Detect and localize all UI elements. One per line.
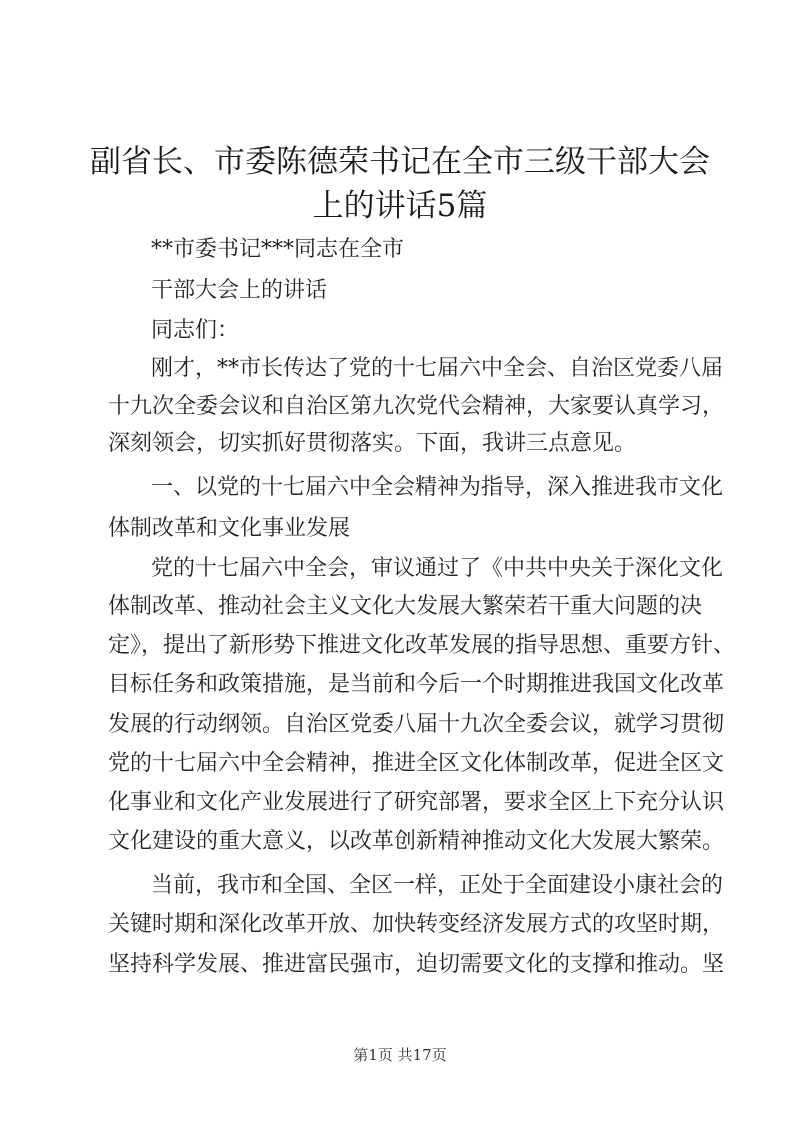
body-line: 化事业和文化产业发展进行了研究部署，要求全区上下充分认识 (108, 790, 725, 815)
body-line: 党的十七届六中全会，审议通过了《中共中央关于深化文化 (151, 556, 724, 581)
body-line: 党的十七届六中全会精神，推进全区文化体制改革，促进全区文 (108, 751, 725, 776)
body-line: 关键时期和深化改革开放、加快转变经济发展方式的攻坚时期， (108, 912, 725, 937)
body-line: **市委书记***同志在全市 (151, 237, 405, 262)
body-line: 深刻领会，切实抓好贯彻落实。下面，我讲三点意见。 (108, 431, 637, 456)
page-number-footer: 第1页 共17页 (353, 1046, 447, 1064)
body-line: 十九次全委会议和自治区第九次党代会精神，大家要认真学习， (108, 394, 725, 419)
body-line: 坚持科学发展、推进富民强市，迫切需要文化的支撑和推动。坚 (108, 952, 725, 977)
body-line: 同志们： (151, 318, 240, 343)
body-line: 当前，我市和全国、全区一样，正处于全面建设小康社会的 (151, 873, 724, 898)
body-line: 体制改革、推动社会主义文化大发展大繁荣若干重大问题的决 (108, 594, 703, 619)
document-title-line-1: 副省长、市委陈德荣书记在全市三级干部大会 (90, 144, 710, 180)
body-line: 刚才，**市长传达了党的十七届六中全会、自治区党委八届 (151, 356, 724, 381)
body-line: 文化建设的重大意义，以改革创新精神推动文化大发展大繁荣。 (108, 829, 725, 854)
body-line: 发展的行动纲领。自治区党委八届十九次全委会议，就学习贯彻 (108, 712, 725, 737)
body-line: 干部大会上的讲话 (151, 278, 328, 303)
body-line: 体制改革和文化事业发展 (108, 516, 351, 541)
body-line: 目标任务和政策措施，是当前和今后一个时期推进我国文化改革 (108, 672, 725, 697)
body-line: 一、以党的十七届六中全会精神为指导，深入推进我市文化 (151, 475, 724, 500)
document-title-line-2: 上的讲话5篇 (312, 188, 488, 224)
body-line: 定》，提出了新形势下推进文化改革发展的指导思想、重要方针、 (108, 633, 736, 658)
